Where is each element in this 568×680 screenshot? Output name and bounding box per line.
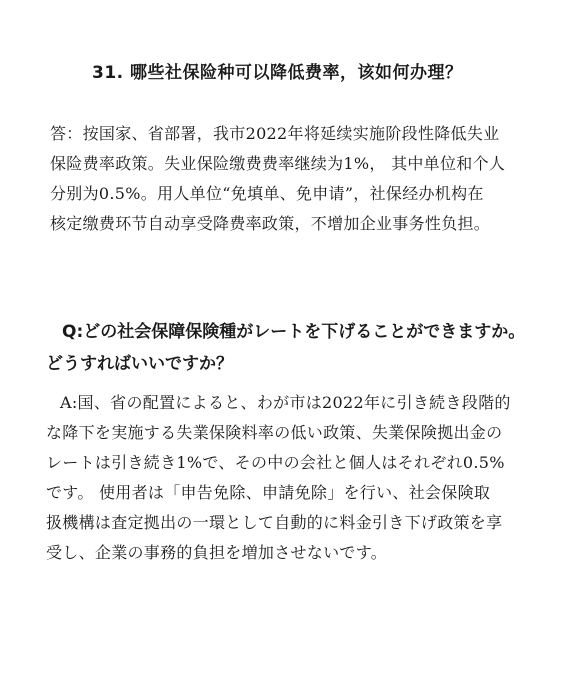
answer-japanese-line: です。 使用者は「申告免除、申請免除」を行い、社会保険取 (46, 483, 491, 502)
question-title-japanese-line: Q:どの社会保障保険種がレートを下げることができますか。 (62, 322, 526, 342)
question-title-chinese: 31. 哪些社保险种可以降低费率，该如何办理？ (92, 63, 463, 83)
answer-japanese (46, 388, 536, 568)
answer-chinese-line: 分别为0.5%。用人单位“免填单、免申请”，社保经办机构在 (50, 184, 484, 203)
answer-chinese-line: 答：按国家、省部署，我市2022年将延续实施阶段性降低失业 (50, 124, 500, 143)
question-title-japanese (46, 316, 525, 380)
answer-japanese-line: レートは引き続き1%で、その中の会社と個人はそれぞれ0.5% (46, 453, 505, 472)
question-title-japanese-line: どうすればいいですか？ (46, 354, 233, 374)
answer-chinese (50, 119, 530, 239)
answer-japanese-line: A:国、省の配置によると、わが市は2022年に引き続き段階的 (60, 393, 511, 412)
answer-chinese-line: 保险费率政策。失业保险缴费费率继续为1%， 其中单位和个人 (50, 154, 506, 173)
answer-japanese-line: 受し、企業の事務的負担を増加させないです。 (46, 543, 388, 562)
answer-chinese-line: 核定缴费环节自动享受降费率政策，不增加企业事务性负担。 (50, 214, 491, 233)
answer-japanese-line: な降下を実施する失業保険料率の低い政策、失業保険拠出金の (46, 423, 503, 442)
answer-japanese-line: 扱機構は査定拠出の一環として自動的に料金引き下げ政策を享 (46, 513, 503, 532)
